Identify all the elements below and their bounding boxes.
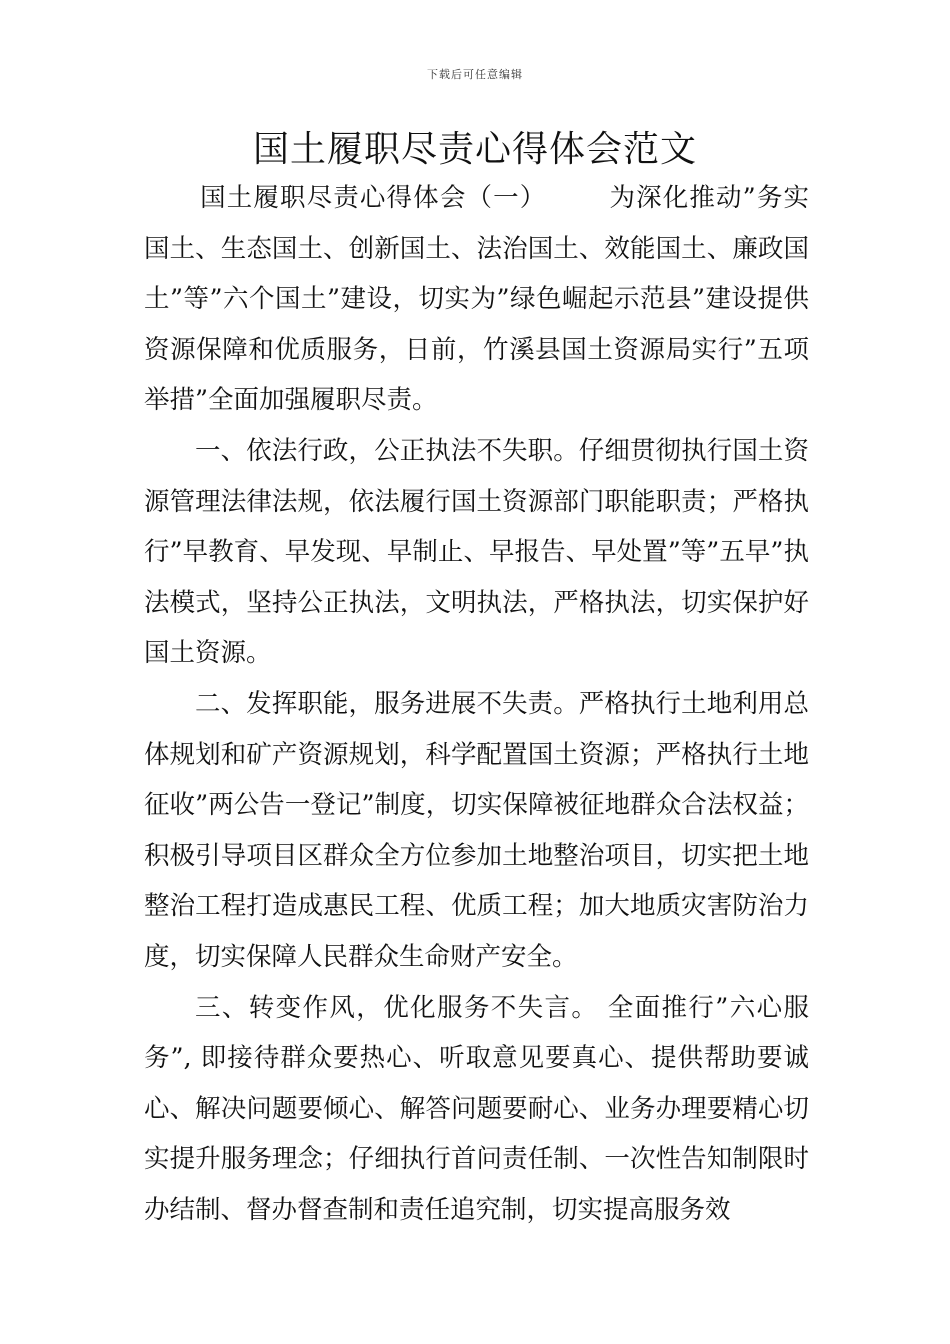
paragraph-section-2: 二、发挥职能，服务进展不失责。严格执行土地利用总体规划和矿产资源规划，科学配置国土资源；严格执行土地征收”两公告一登记”制度，切实保障被征地群众合法权益；积极引导项目区群众全方位参加土地整治项目，切实把土地整治工程打造成惠民工程、优质工程；加大地质灾害防治力度，切实保障人民群众生命财产安全。 <box>144 688 809 972</box>
paragraph-lead: 国土履职尽责心得体会（一） <box>200 183 547 213</box>
document-body <box>144 173 809 1235</box>
page-title: 国土履职尽责心得体会范文 <box>252 129 697 170</box>
paragraph-section-1: 一、依法行政，公正执法不失职。仔细贯彻执行国土资源管理法律法规，依法履行国土资源部门职能职责；严格执行”早教育、早发现、早制止、早报告、早处置”等”五早”执法模式，坚持公正执法，文明执法，严格执法，切实保护好国土资源。 <box>144 435 809 669</box>
paragraph-intro <box>144 173 809 426</box>
paragraph-section-3: 三、转变作风，优化服务不失言。 全面推行”六心服务”, 即接待群众要热心、听取意见要真心、提供帮助要诚心、解决问题要倾心、解答问题要耐心、业务办理要精心切实提升服务理念；仔细执行首问责任制、一次性告知制限时办结制、督办督查制和责任追究制，切实提高服务效 <box>144 992 809 1225</box>
paragraph-text: 为深化推动”务实国土、生态国土、创新国土、法治国土、效能国土、廉政国土”等”六个国土”建设，切实为”绿色崛起示范县”建设提供资源保障和优质服务，日前，竹溪县国土资源局实行”五项举措”全面加强履职尽责。 <box>144 183 809 416</box>
header-note: 下载后可任意编辑 <box>427 68 523 81</box>
